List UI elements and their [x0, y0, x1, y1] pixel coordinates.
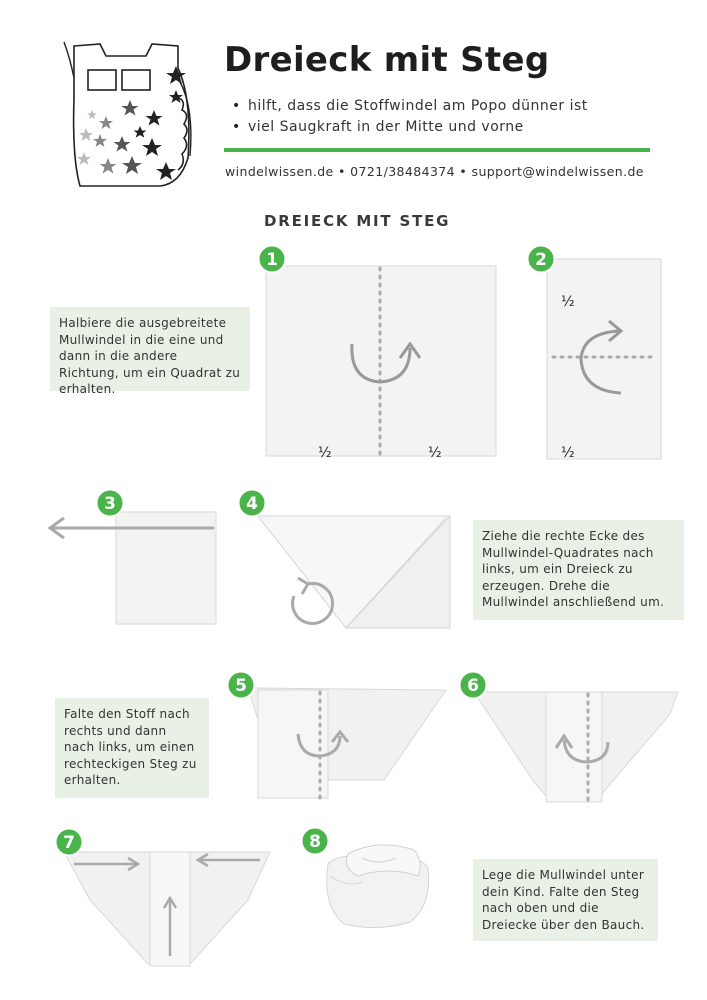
half-label: ½ [428, 445, 442, 461]
half-label: ½ [561, 294, 575, 310]
step-4-illustration [250, 508, 460, 636]
instruction-note-1: Halbiere die ausgebreitete Mullwindel in die eine und dann in die andere Richtung, um ein Quadrat zu erhalten. [50, 307, 250, 391]
step-7-illustration [60, 840, 274, 968]
step-3-illustration [44, 500, 222, 630]
diaper-logo [60, 38, 202, 190]
step-1-badge [257, 244, 287, 274]
bullet-item: • viel Saugkraft in der Mitte und vorne [232, 117, 588, 138]
section-title: DREIECK MIT STEG [264, 212, 451, 230]
step-2-badge [526, 244, 556, 274]
step-number: 7 [63, 833, 75, 853]
step-3-badge [95, 488, 125, 518]
step-number: 2 [535, 250, 547, 270]
step-number: 3 [104, 494, 116, 514]
instruction-note-3: Falte den Stoff nach rechts und dann nach links, um einen rechteckigen Steg zu erhalten. [55, 698, 209, 798]
step-5-badge [226, 670, 256, 700]
bullet-item: • hilft, dass die Stoffwindel am Popo dünner ist [232, 96, 588, 117]
step-5-illustration [244, 680, 450, 806]
bullet-list [232, 96, 588, 138]
step-6-illustration [470, 684, 682, 806]
step-8-illustration [318, 836, 436, 934]
half-label: ½ [561, 445, 575, 461]
step-1-illustration [262, 262, 500, 462]
step-number: 5 [235, 676, 247, 696]
step-number: 1 [266, 250, 278, 270]
divider [224, 148, 650, 152]
contact-line: windelwissen.de • 0721/38484374 • support@windelwissen.de [225, 164, 644, 179]
step-number: 4 [246, 494, 258, 514]
instruction-note-2: Ziehe die rechte Ecke des Mullwindel-Quadrates nach links, um ein Dreieck zu erzeugen. Drehe die Mullwindel anschließend um. [473, 520, 684, 620]
half-label: ½ [318, 445, 332, 461]
step-6-badge [458, 670, 488, 700]
instruction-note-4: Lege die Mullwindel unter dein Kind. Falte den Steg nach oben und die Dreiecke über den Bauch. [473, 859, 658, 941]
step-7-badge [54, 827, 84, 857]
step-number: 6 [467, 676, 479, 696]
step-number: 8 [309, 832, 321, 852]
step-8-badge [300, 826, 330, 856]
page-title: Dreieck mit Steg [224, 40, 550, 80]
step-4-badge [237, 488, 267, 518]
step-2-illustration [543, 255, 665, 462]
